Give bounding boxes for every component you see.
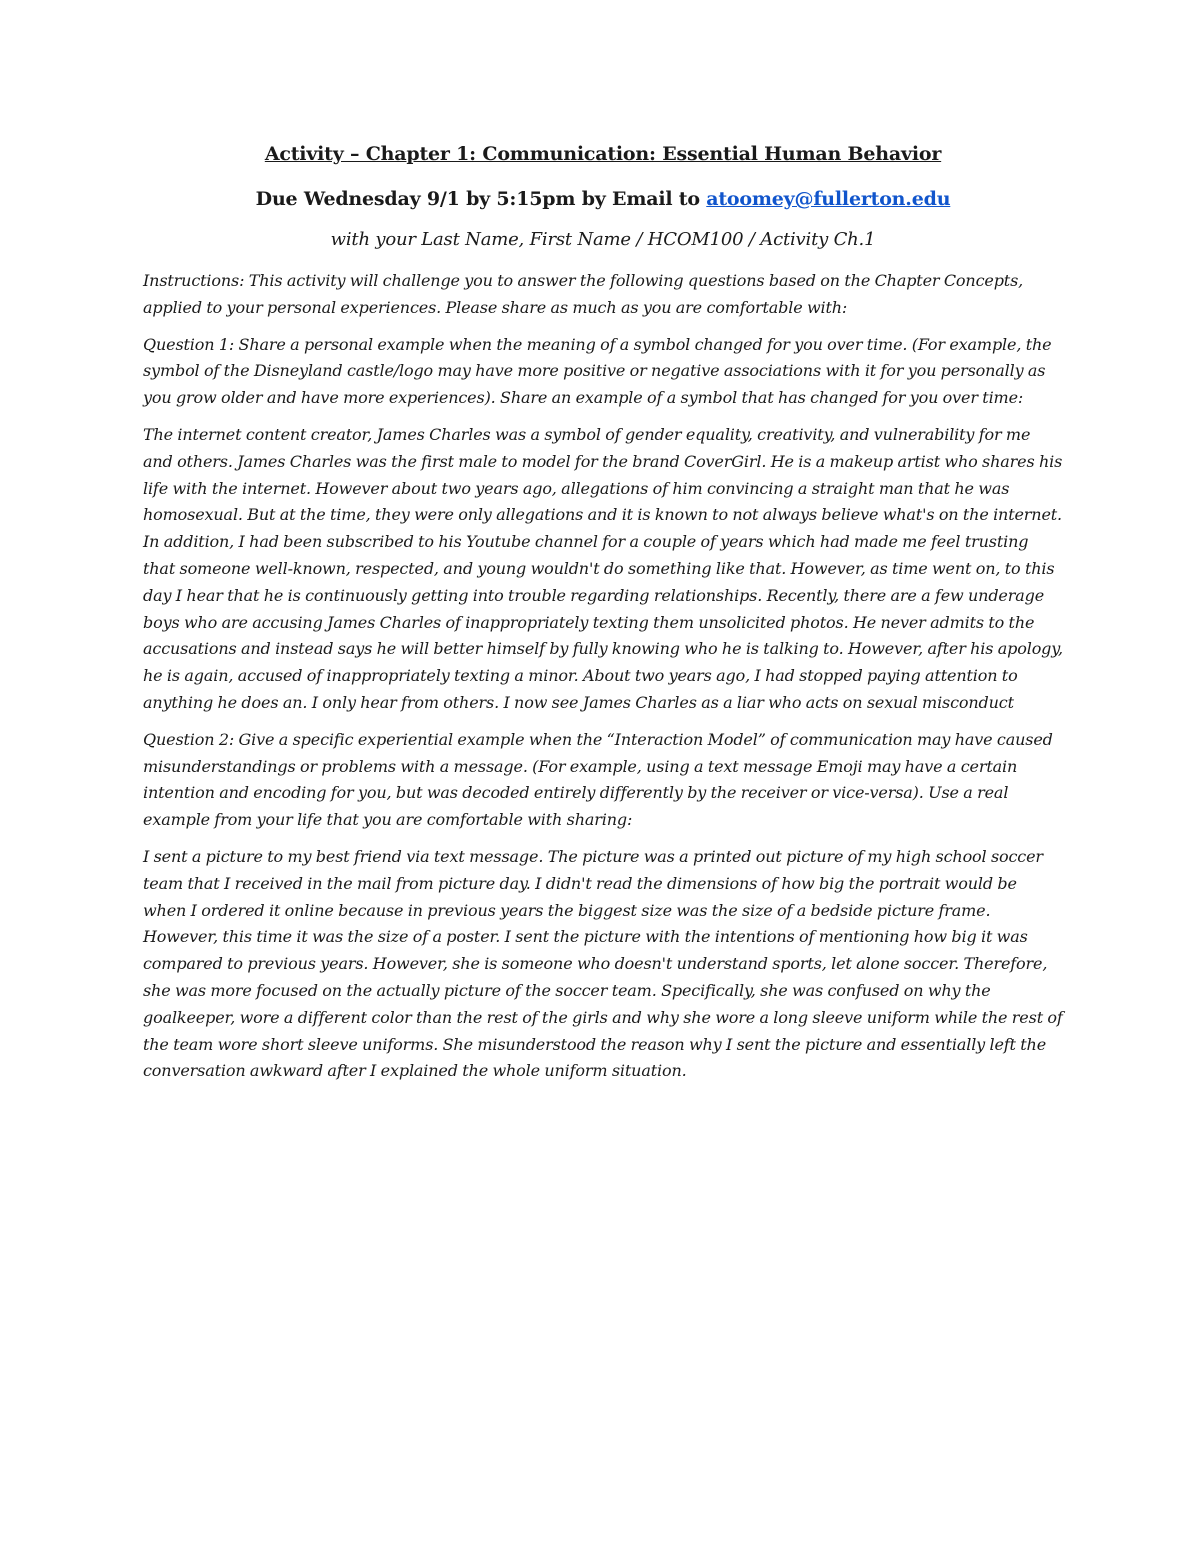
due-text: Due Wednesday 9/1 by 5:15pm by Email to xyxy=(255,188,707,210)
email-link[interactable]: atoomey@fullerton.edu xyxy=(706,188,951,210)
submission-subtitle: with your Last Name, First Name / HCOM100 / Activity Ch.1 xyxy=(330,229,876,250)
answer-2: I sent a picture to my best friend via text message. The picture was a printed out picture of my high school soccer team that I received in the mail from picture day. I didn't read the dimensions of how big the portrait would be when I ordered it online because in previous years the biggest size was the size of a bedside picture frame. However, this time it was the size of a poster. I sent the picture with the intentions of mentioning how big it was compared to previous years. However, she is someone who doesn't understand sports, let alone soccer. Therefore, she was more focused on the actually picture of the soccer team. Specifically, she was confused on why the goalkeeper, wore a different color than the rest of the girls and why she wore a long sleeve uniform while the rest of the team wore short sleeve uniforms. She misunderstood the reason why I sent the picture and essentially left the conversation awkward after I explained the whole uniform situation. xyxy=(143,846,1063,1081)
question-2: Question 2: Give a specific experiential example when the “Interaction Model” of communication may have caused misunderstandings or problems with a message. (For example, using a text message Emoji may have a certain intention and encoding for you, but was decoded entirely differently by the receiver or vice-versa). Use a real example from your life that you are comfortable with sharing: xyxy=(143,729,1053,830)
due-line xyxy=(143,185,1063,213)
instructions-paragraph: Instructions: This activity will challenge you to answer the following questions based on the Chapter Concepts, applied to your personal experiences. Please share as much as you are comfortable with: xyxy=(143,271,1024,317)
answer-1: The internet content creator, James Charles was a symbol of gender equality, creativity, and vulnerability for me and others. James Charles was the first male to model for the brand CoverGirl. He is a makeup artist who shares his life with the internet. However about two years ago, allegations of him convincing a straight man that he was homosexual. But at the time, they were only allegations and it is known to not always believe what's on the internet. In addition, I had been subscribed to his Youtube channel for a couple of years which had made me feel trusting that someone well-known, respected, and young wouldn't do something like that. However, as time went on, to this day I hear that he is continuously getting into trouble regarding relationships. Recently, there are a few underage boys who are accusing James Charles of inappropriately texting them unsolicited photos. He never admits to the accusations and instead says he will better himself by fully knowing who he is talking to. However, after his apology, he is again, accused of inappropriately texting a minor. About two years ago, I had stopped paying attention to anything he does an. I only hear from others. I now see James Charles as a liar who acts on sexual misconduct xyxy=(143,424,1063,712)
document-page xyxy=(143,140,1063,1095)
document-title: Activity – Chapter 1: Communication: Essential Human Behavior xyxy=(264,143,942,165)
question-1: Question 1: Share a personal example when the meaning of a symbol changed for you over time. (For example, the symbol of the Disneyland castle/logo may have more positive or negative associations with it for you personally as you grow older and have more experiences). Share an example of a symbol that has changed for you over time: xyxy=(143,334,1052,408)
